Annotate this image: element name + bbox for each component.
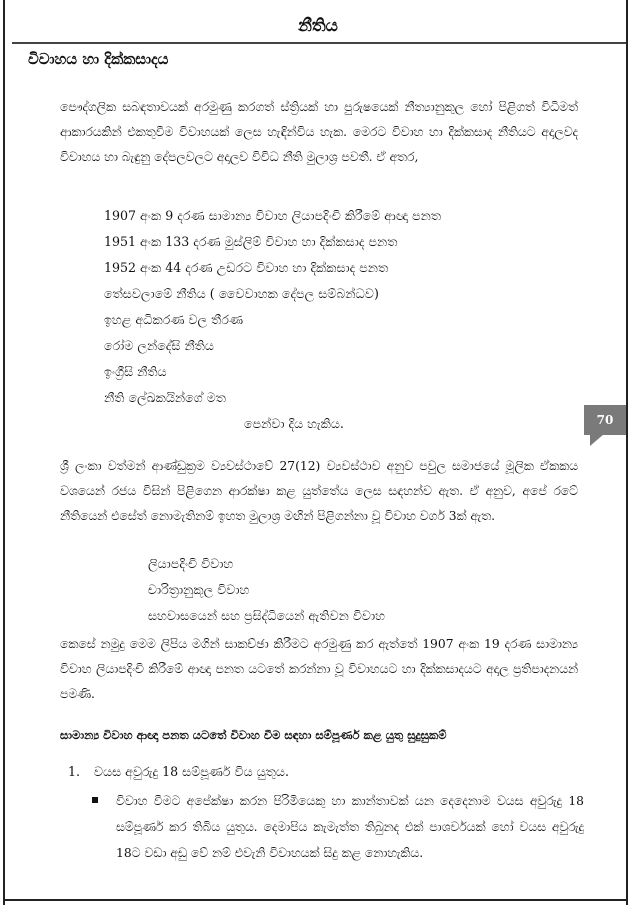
title-divider [12, 42, 626, 44]
marriage-type-item: ලියාපදිංචි විවාහ [148, 556, 234, 571]
section-heading: විවාහය හා දික්කසාදය [28, 50, 169, 68]
requirement-number: 1. [68, 764, 81, 779]
law-source-item: ඉහළ අධිකරණ වල තීරණ [104, 312, 244, 327]
law-source-item: 1952 අංක 44 දරණ උඩරට විවාහ හා දික්කසාද පනත [104, 260, 389, 275]
requirement-item [68, 764, 289, 780]
law-source-item: 1951 අංක 133 දරණ මුස්ලිම් විවාහ හා දික්කසාද පනත [104, 234, 398, 249]
bullet-square-icon [92, 797, 98, 803]
law-source-item: 1907 අංක 9 දරණ සාමාන්‍ය විවාහ ලියාපදිංචි කිරීමේ ආඥා පනත [104, 208, 442, 223]
constitution-paragraph: ශ්‍රී ලංකා වත්මන් ආණ්ඩුක්‍රම ව්‍යවස්ථාවේ 27(12) ව්‍යවස්ථාව අනුව පවුල සමාජයේ මූලික ඒකකය වශයෙන් රජය විසින් පිළිගෙන ආරක්ෂා කළ යුත්තේය ලෙස සඳහන්ව ඇත. ඒ අනුව, අපේ රටේ නීතියෙන් එසේත් නොමැතිනම් ඉහත මුලාශ්‍ර මඟින් පිළිගන්නා වූ විවාහ වගර් 3ක් ඇත. [60, 459, 578, 523]
requirements-heading: සාමාන්‍ය විවාහ ආඥා පනත යටතේ විවාහ වීම සඳහා සම්පූර්ණ කළ යුතු සුදුසුකම් [60, 728, 447, 742]
law-sources-tail: පෙන්වා දිය හැකිය. [244, 416, 344, 431]
page-bottom-border [3, 899, 628, 907]
intro-paragraph: පෞද්ගලික සබඳතාවයක් අරමුණු කරගත් ස්ත්‍රියක් හා පුරුෂයෙක් නීත්‍යානුකුල හෝ පිළිගත් විධිමත් ආකාරයකින් එකතුවීම විවාහයක් ලෙස හැඳින්විය හැක. මෙරට විවාහ හා දික්කසාද නීතියට අදාලවද විවාහය හා බැඳුනු දේපලවලට අදාලව විවිධ නීති මුලාශ්‍ර පවතී. ඒ අතර, [60, 100, 578, 164]
marriage-type-item: චාරිත්‍රානුකූල විවාහ [148, 582, 250, 597]
bullet-text: විවාහ වීමට අපේක්ෂා කරන පිරිමියෙකු හා කාන්තාවක් යන දෙදෙනාම වයස අවුරුදු 18 සම්පූණර් කර තිබිය යුතුය. දෙමාපිය කැමැත්ත තිබුනද එක් පාශර්වයක් හෝ වයස අවුරුදු 18ට වඩා අඩු වේ නම් එවැනි විවාහයක් සිදු කළ නොහැකිය. [116, 794, 584, 860]
law-source-item: නීති ලේඛකයින්ගේ මත [104, 390, 227, 405]
marriage-type-item: සහවාසයෙන් සහ ප්‍රසිද්ධියෙන් ඇතිවන විවාහ [148, 608, 386, 623]
law-source-item: තේසවලාමේ නීතිය ( වෛවාහක දේපල සම්බන්ධව) [104, 286, 379, 301]
page-number-badge: 70 [584, 405, 626, 435]
page-title: නීතිය [298, 16, 338, 36]
law-source-item: ඉංග්‍රීසි නීතිය [104, 364, 167, 379]
requirement-text: වයස අවුරුදු 18 සම්පූර්ණ විය යුතුය. [94, 764, 289, 779]
scope-paragraph: කෙසේ නමුදු මෙම ලිපිය මගින් සාකච්ඡා කිරීමට අරමුණු කර ඇත්තේ 1907 අංක 19 දරණ සාමාන්‍ය විවාහ ලියාපදිංචි කිරීමේ ආඥා පනත යටතේ කරන්නා වූ විවාහයට හා දික්කසාදයට අදාල ප්‍රතිපාදනයන් පමණි. [60, 637, 578, 701]
badge-pointer [590, 434, 604, 446]
law-source-item: රෝම ලන්දේසි නීතිය [104, 338, 214, 353]
